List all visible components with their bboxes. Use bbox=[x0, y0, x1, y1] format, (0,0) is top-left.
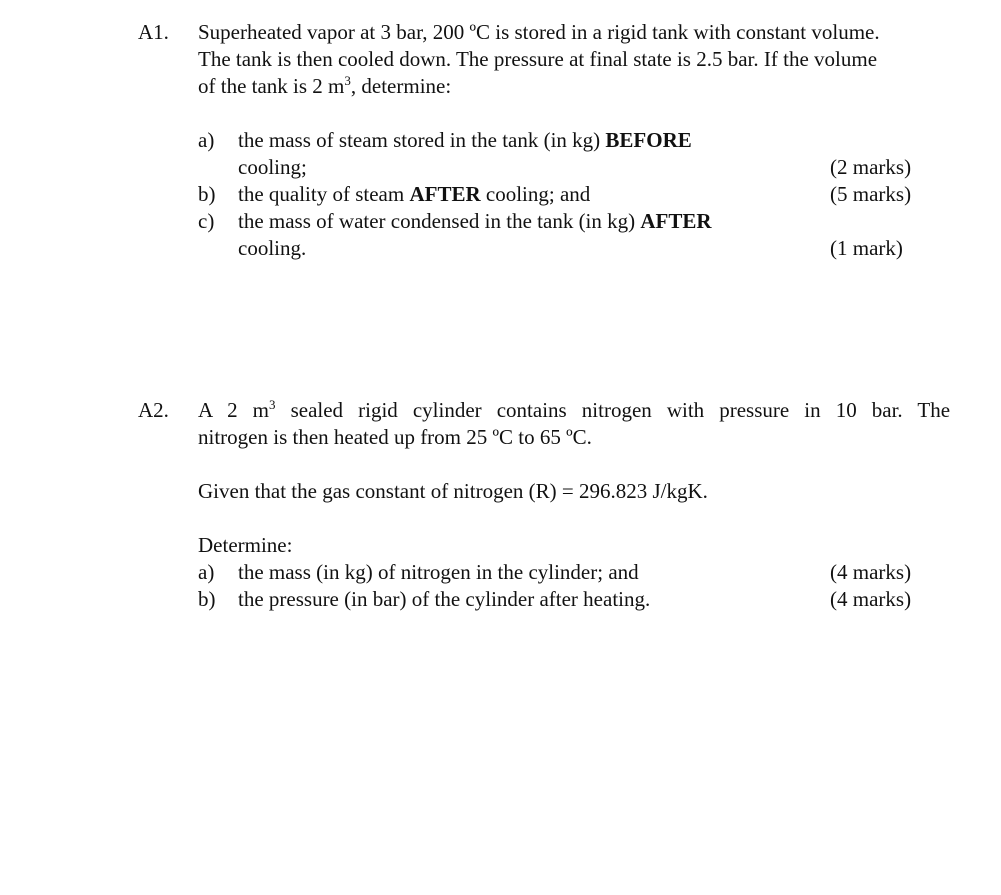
question-a2-intro bbox=[198, 397, 950, 451]
question-number-a2: A2. bbox=[138, 398, 169, 422]
intro-line-1: Superheated vapor at 3 bar, 200 ºC is stored in a rigid tank with constant volume. bbox=[198, 20, 880, 44]
part-marks: (1 mark) bbox=[830, 236, 903, 260]
determine-heading: Determine: bbox=[198, 533, 293, 557]
intro-line-3-text: of the tank is 2 m bbox=[198, 74, 345, 98]
part-a1-b bbox=[198, 181, 950, 208]
part-a1-a bbox=[198, 127, 950, 154]
part-label: a) bbox=[198, 128, 215, 152]
part-a2-b bbox=[198, 586, 950, 613]
intro-line-3-suffix: , determine: bbox=[350, 74, 452, 98]
part-label: b) bbox=[198, 587, 216, 611]
intro-line-3 bbox=[198, 73, 950, 100]
part-marks: (5 marks) bbox=[830, 182, 912, 206]
part-label: b) bbox=[198, 182, 216, 206]
part-marks: (4 marks) bbox=[830, 587, 912, 611]
part-label: a) bbox=[198, 560, 215, 584]
part-text-regular: the mass of water condensed in the tank (in kg) bbox=[238, 209, 641, 233]
superscript-cubed: 3 bbox=[269, 397, 276, 412]
question-a1-body bbox=[198, 19, 950, 260]
part-marks: (2 marks) bbox=[830, 155, 912, 179]
question-a1-parts bbox=[198, 127, 950, 262]
intro-line-1-text: A 2 m bbox=[198, 398, 269, 422]
part-text-regular: the mass of steam stored in the tank (in kg) bbox=[238, 128, 606, 152]
superscript-cubed: 3 bbox=[344, 73, 351, 88]
question-a2-body bbox=[198, 397, 951, 611]
part-text bbox=[238, 127, 692, 154]
intro-line-2: nitrogen is then heated up from 25 ºC to 65 ºC. bbox=[198, 425, 592, 449]
question-number-a1: A1. bbox=[138, 20, 169, 44]
part-text-continued: cooling. bbox=[238, 236, 307, 260]
part-text-continued: cooling; bbox=[238, 155, 307, 179]
part-text-bold: AFTER bbox=[409, 182, 481, 206]
part-text-bold: AFTER bbox=[640, 209, 712, 233]
part-a1-a-cont bbox=[198, 154, 950, 181]
part-a1-c-cont bbox=[198, 235, 950, 262]
intro-line-1 bbox=[198, 397, 950, 424]
part-text: the mass (in kg) of nitrogen in the cylinder; and bbox=[238, 560, 639, 584]
part-text bbox=[238, 208, 712, 235]
part-text bbox=[238, 181, 590, 208]
part-a2-a bbox=[198, 559, 950, 586]
intro-line-2: The tank is then cooled down. The pressure at final state is 2.5 bar. If the volume bbox=[198, 47, 878, 71]
question-a1-intro bbox=[198, 19, 950, 100]
part-text-regular: the quality of steam bbox=[238, 182, 410, 206]
given-statement: Given that the gas constant of nitrogen (R) = 296.823 J/kgK. bbox=[198, 479, 708, 503]
part-text-suffix: cooling; and bbox=[480, 182, 591, 206]
intro-line-1-suffix: sealed rigid cylinder contains nitrogen with pressure in 10 bar. The bbox=[275, 398, 951, 422]
part-text: the pressure (in bar) of the cylinder after heating. bbox=[238, 587, 651, 611]
part-text-bold: BEFORE bbox=[605, 128, 692, 152]
part-label: c) bbox=[198, 209, 215, 233]
part-marks: (4 marks) bbox=[830, 560, 912, 584]
question-a2-parts bbox=[198, 559, 950, 613]
part-a1-c bbox=[198, 208, 950, 235]
